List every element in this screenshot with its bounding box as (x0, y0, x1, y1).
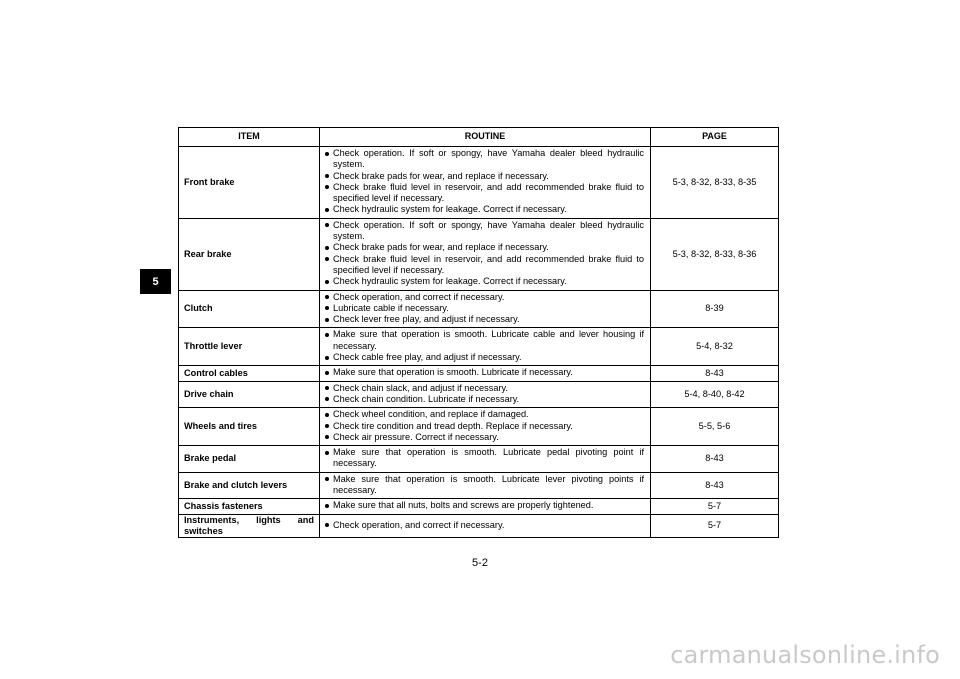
routine-cell (320, 499, 651, 514)
routine-step: Check operation, and correct if necessary. (324, 520, 644, 531)
routine-step: Make sure that all nuts, bolts and screws are properly tightened. (324, 500, 644, 511)
table-row (179, 366, 779, 381)
routine-list (320, 382, 650, 408)
table-row (179, 218, 779, 290)
routine-step: Check operation. If soft or spongy, have Yamaha dealer bleed hydraulic system. (324, 220, 644, 243)
routine-step: Check hydraulic system for leakage. Correct if necessary. (324, 276, 644, 287)
routine-step: Check hydraulic system for leakage. Correct if necessary. (324, 204, 644, 215)
routine-step: Check operation, and correct if necessary. (324, 292, 644, 303)
page-ref-cell: 5-7 (651, 514, 779, 538)
routine-step: Check chain slack, and adjust if necessary. (324, 383, 644, 394)
page-ref-cell: 5-5, 5-6 (651, 408, 779, 446)
routine-step: Check chain condition. Lubricate if necessary. (324, 394, 644, 405)
item-cell: Chassis fasteners (179, 499, 320, 514)
page-ref-cell: 8-39 (651, 290, 779, 328)
table-row (179, 499, 779, 514)
item-cell: Rear brake (179, 218, 320, 290)
routine-step: Check lever free play, and adjust if necessary. (324, 314, 644, 325)
page-ref-cell: 5-4, 8-32 (651, 328, 779, 366)
routine-list (320, 219, 650, 290)
item-cell: Instruments, lights and switches (179, 514, 320, 538)
table-body (179, 147, 779, 538)
routine-step: Check brake pads for wear, and replace if necessary. (324, 242, 644, 253)
header-item: ITEM (179, 128, 320, 147)
watermark: carmanualsonline.info (670, 641, 940, 669)
header-page: PAGE (651, 128, 779, 147)
routine-list (320, 328, 650, 365)
page-ref-cell: 8-43 (651, 446, 779, 473)
routine-cell (320, 408, 651, 446)
item-cell: Front brake (179, 147, 320, 219)
header-routine: ROUTINE (320, 128, 651, 147)
routine-cell (320, 328, 651, 366)
table-row (179, 446, 779, 473)
item-cell: Drive chain (179, 381, 320, 408)
routine-cell (320, 290, 651, 328)
item-cell: Clutch (179, 290, 320, 328)
item-cell: Brake and clutch levers (179, 472, 320, 499)
routine-step: Check wheel condition, and replace if damaged. (324, 409, 644, 420)
routine-step: Check brake fluid level in reservoir, and add recommended brake fluid to specified level if necessary. (324, 254, 644, 277)
routine-list (320, 291, 650, 328)
routine-step: Check brake pads for wear, and replace if necessary. (324, 171, 644, 182)
routine-step: Check operation. If soft or spongy, have Yamaha dealer bleed hydraulic system. (324, 148, 644, 171)
table-row (179, 472, 779, 499)
inspection-table (178, 127, 779, 538)
table-row (179, 290, 779, 328)
routine-cell (320, 366, 651, 381)
routine-cell (320, 446, 651, 473)
routine-step: Check air pressure. Correct if necessary. (324, 432, 644, 443)
section-tab: 5 (140, 269, 171, 294)
routine-step: Check tire condition and tread depth. Replace if necessary. (324, 421, 644, 432)
item-cell: Control cables (179, 366, 320, 381)
routine-list (320, 473, 650, 499)
routine-step: Check brake fluid level in reservoir, and add recommended brake fluid to specified level if necessary. (324, 182, 644, 205)
routine-step: Lubricate cable if necessary. (324, 303, 644, 314)
page-ref-cell: 5-3, 8-32, 8-33, 8-36 (651, 218, 779, 290)
routine-list (320, 366, 650, 380)
page-ref-cell: 5-4, 8-40, 8-42 (651, 381, 779, 408)
table-header-row (179, 128, 779, 147)
routine-step: Check cable free play, and adjust if necessary. (324, 352, 644, 363)
table-row (179, 328, 779, 366)
page-ref-cell: 5-3, 8-32, 8-33, 8-35 (651, 147, 779, 219)
page-number: 5-2 (472, 557, 488, 569)
routine-list (320, 408, 650, 445)
routine-cell (320, 147, 651, 219)
page-ref-cell: 8-43 (651, 366, 779, 381)
routine-list (320, 519, 650, 533)
table-row (179, 381, 779, 408)
item-cell: Brake pedal (179, 446, 320, 473)
routine-step: Make sure that operation is smooth. Lubricate lever pivoting points if necessary. (324, 474, 644, 497)
routine-step: Make sure that operation is smooth. Lubricate pedal pivoting point if necessary. (324, 447, 644, 470)
routine-list (320, 499, 650, 513)
routine-cell (320, 218, 651, 290)
table-row (179, 147, 779, 219)
table-row (179, 408, 779, 446)
page-ref-cell: 8-43 (651, 472, 779, 499)
item-cell: Wheels and tires (179, 408, 320, 446)
routine-cell (320, 381, 651, 408)
page-ref-cell: 5-7 (651, 499, 779, 514)
routine-list (320, 147, 650, 218)
routine-list (320, 446, 650, 472)
routine-step: Make sure that operation is smooth. Lubricate cable and lever housing if necessary. (324, 329, 644, 352)
table-row (179, 514, 779, 538)
routine-cell (320, 514, 651, 538)
item-cell: Throttle lever (179, 328, 320, 366)
routine-cell (320, 472, 651, 499)
routine-step: Make sure that operation is smooth. Lubricate if necessary. (324, 367, 644, 378)
